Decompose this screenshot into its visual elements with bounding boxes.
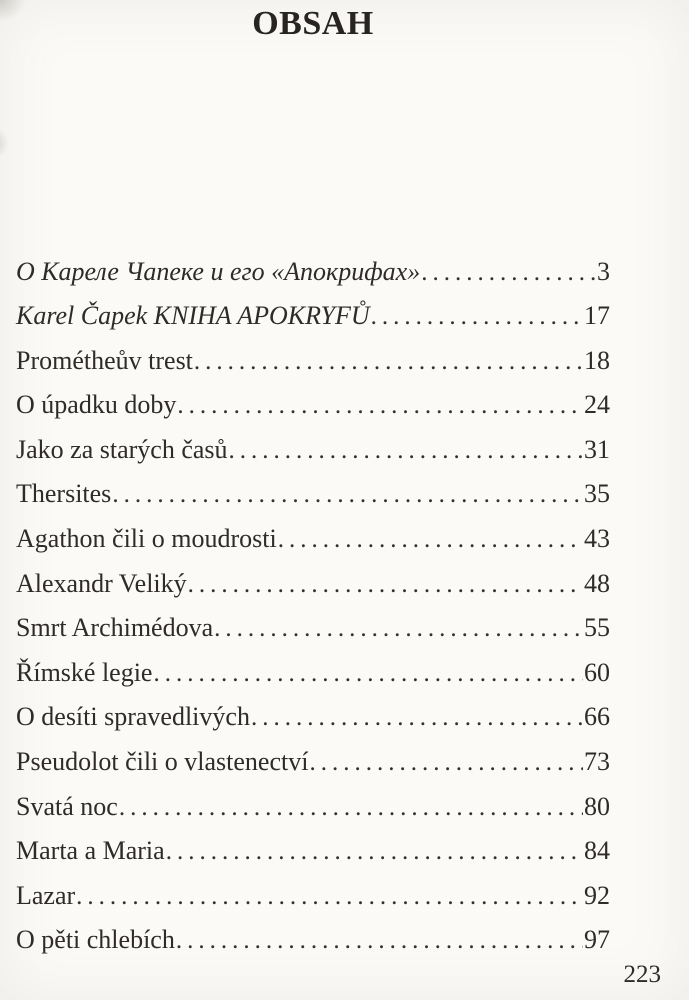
toc-entry-page: 55 [584, 613, 610, 643]
toc-entry-page: 66 [584, 702, 610, 732]
toc-entry-page: 48 [584, 568, 610, 598]
toc-entry-page: 80 [584, 791, 610, 821]
toc-entry-title: Jako za starých časů [16, 434, 228, 464]
toc-entry-title: Smrt Archimédova [16, 613, 214, 643]
toc-entry [16, 925, 610, 970]
toc-entry-title: Alexandr Veliký [16, 568, 187, 598]
toc-entry [16, 792, 610, 837]
toc-entry-page: 60 [584, 657, 610, 687]
dot-leader [421, 257, 596, 287]
toc-entry-title: O úpadku doby [16, 390, 177, 420]
dot-leader [188, 569, 583, 599]
toc-entry-page: 3 [597, 256, 610, 286]
toc-entry-title: Karel Čapek KNIHA APOKRYFŮ [16, 301, 370, 331]
toc-entry-page: 24 [584, 390, 610, 420]
toc-entry-title: Lazar [16, 880, 76, 910]
dot-leader [194, 346, 583, 376]
dot-leader [119, 792, 583, 822]
toc-entry-title: Marta a Maria [16, 836, 165, 866]
dot-leader [153, 658, 583, 688]
toc-entry-page: 92 [584, 880, 610, 910]
dot-leader [214, 613, 583, 643]
toc-entry [16, 658, 610, 703]
toc-entry-page: 31 [584, 434, 610, 464]
toc-entry [16, 479, 610, 524]
toc-entry-title: Římské legie [16, 657, 153, 687]
toc-entry [16, 435, 610, 480]
toc-entry-page: 35 [584, 479, 610, 509]
toc-entry-title: Pseudolot čili o vlastenectví [16, 747, 309, 777]
dot-leader [229, 435, 583, 465]
dot-leader [176, 925, 583, 955]
toc-entry-page: 84 [584, 836, 610, 866]
table-of-contents [16, 257, 610, 971]
dot-leader [251, 702, 583, 732]
dot-leader [177, 390, 583, 420]
toc-entry-page: 73 [584, 747, 610, 777]
dot-leader [278, 524, 583, 554]
toc-entry-title: Thersites [16, 479, 112, 509]
dot-leader [166, 836, 583, 866]
toc-entry [16, 524, 610, 569]
dot-leader [371, 301, 583, 331]
toc-entry-title: Svatá noc [16, 791, 118, 821]
toc-entry [16, 747, 610, 792]
toc-entry-title: O pěti chlebích [16, 925, 175, 955]
toc-entry-title: Agathon čili o moudrosti [16, 524, 277, 554]
dot-leader [76, 881, 583, 911]
toc-entry [16, 613, 610, 658]
toc-entry-title: Prométheův trest [16, 345, 193, 375]
toc-entry [16, 301, 610, 346]
toc-entry-title: O desíti spravedlivých [16, 702, 250, 732]
toc-entry-page: 18 [584, 345, 610, 375]
dot-leader [112, 479, 583, 509]
page-number: 223 [623, 961, 661, 988]
toc-entry [16, 257, 610, 302]
dot-leader [309, 747, 583, 777]
toc-entry-page: 97 [584, 925, 610, 955]
toc-entry-title: О Кареле Чапеке и его «Апокрифах» [16, 256, 421, 286]
toc-entry-page: 43 [584, 524, 610, 554]
toc-entry [16, 390, 610, 435]
toc-entry [16, 702, 610, 747]
toc-entry [16, 569, 610, 614]
toc-entry [16, 836, 610, 881]
toc-entry [16, 346, 610, 391]
page-title: OBSAH [252, 5, 374, 42]
toc-entry [16, 881, 610, 926]
toc-entry-page: 17 [584, 301, 610, 331]
